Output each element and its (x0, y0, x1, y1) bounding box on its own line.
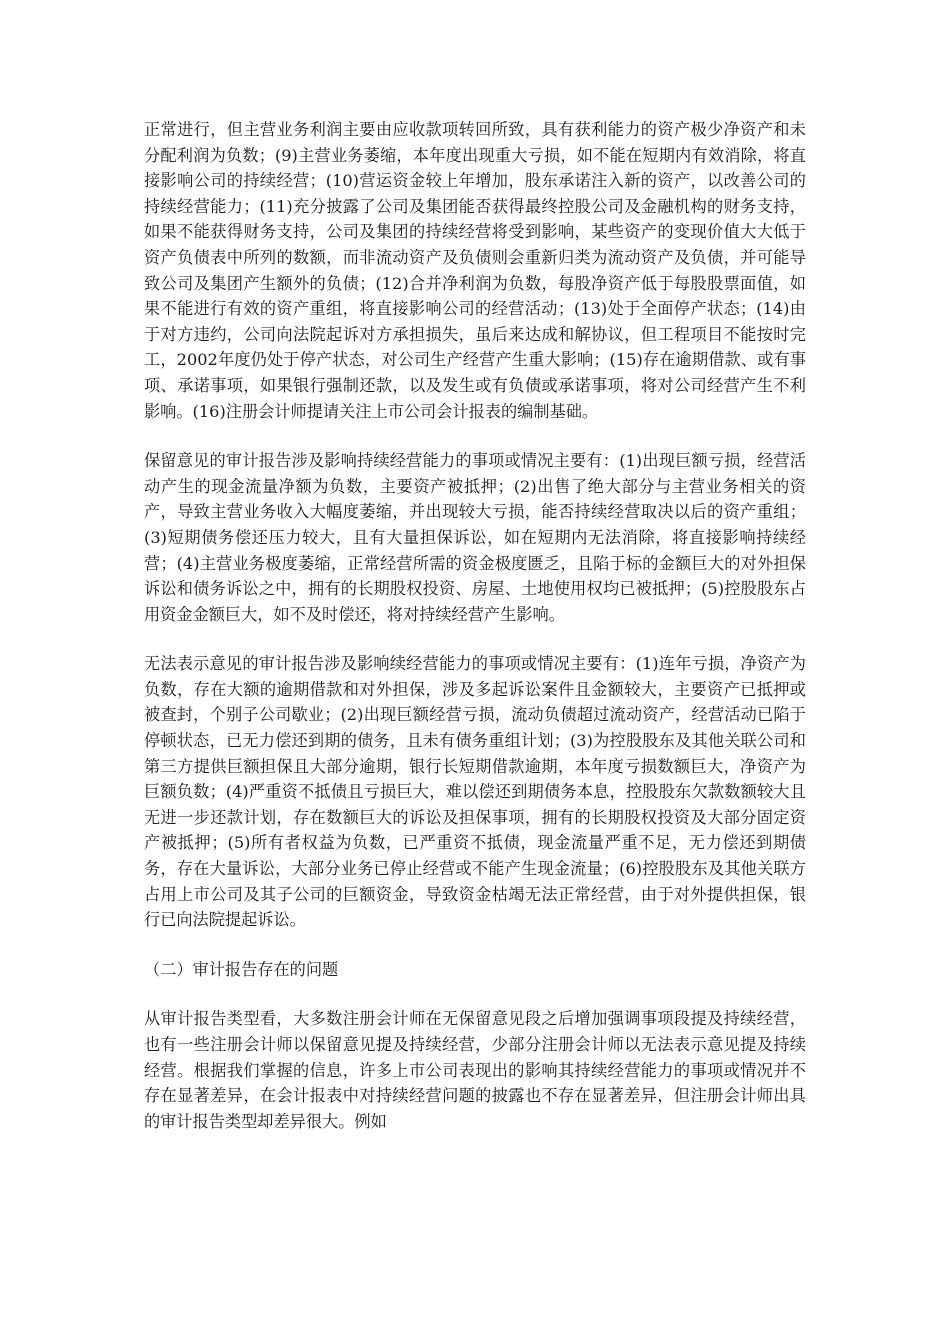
paragraph-disclaimer-opinion: 无法表示意见的审计报告涉及影响续经营能力的事项或情况主要有：(1)连年亏损，净资产为负数，存在大额的逾期借款和对外担保，涉及多起诉讼案件且金额较大，主要资产已抵押或被查封，个别子公司歇业；(2)出现巨额经营亏损，流动负债超过流动资产，经营活动已陷于停顿状态，已无力偿还到期的债务，且未有债务重组计划；(3)为控股股东及其他关联公司和第三方提供巨额担保且大部分逾期，银行长短期借款逾期，本年度亏损数额巨大，净资产为巨额负数；(4)严重资不抵债且亏损巨大，难以偿还到期债务本息，控股股东欠款数额较大且无进一步还款计划，存在数额巨大的诉讼及担保事项，拥有的长期股权投资及大部分固定资产被抵押；(5)所有者权益为负数，已严重资不抵债，现金流量严重不足，无力偿还到期债务，存在大量诉讼，大部分业务已停止经营或不能产生现金流量；(6)控股股东及其他关联方占用上市公司及其子公司的巨额资金，导致资金枯竭无法正常经营，由于对外提供担保，银行已向法院提起诉讼。 (144, 654, 806, 930)
paragraph-unqualified-emphasis: 正常进行，但主营业务利润主要由应收款项转回所致，具有获利能力的资产极少净资产和未分配利润为负数；(9)主营业务萎缩，本年度出现重大亏损，如不能在短期内有效消除，将直接影响公司的持续经营；(10)营运资金较上年增加，股东承诺注入新的资产，以改善公司的持续经营能力；(11)充分披露了公司及集团能否获得最终控股公司及金融机构的财务支持，如果不能获得财务支持，公司及集团的持续经营将受到影响，某些资产的变现价值大大低于资产负债表中所列的数额，而非流动资产及负债则会重新归类为流动资产及负债，并可能导致公司及集团产生额外的负债；(12)合并净利润为负数，每股净资产低于每股股票面值，如果不能进行有效的资产重组，将直接影响公司的经营活动；(13)处于全面停产状态；(14)由于对方违约，公司向法院起诉对方承担损失，虽后来达成和解协议，但工程项目不能按时完工，2002年度仍处于停产状态，对公司生产经营产生重大影响；(15)存在逾期借款、或有事项、承诺事项，如果银行强制还款，以及发生或有负债或承诺事项，将对公司经营产生不利影响。(16)注册会计师提请关注上市公司会计报表的编制基础。 (144, 120, 806, 421)
document-body (144, 117, 806, 1158)
section-heading: （二）审计报告存在的问题 (144, 959, 339, 979)
paragraph-qualified-opinion: 保留意见的审计报告涉及影响持续经营能力的事项或情况主要有：(1)出现巨额亏损，经营活动产生的现金流量净额为负数，主要资产被抵押；(2)出售了绝大部分与主营业务相关的资产，导致主营业务收入大幅度萎缩，并出现较大亏损，能否持续经营取决以后的资产重组；(3)短期债务偿还压力较大，且有大量担保诉讼，如在短期内无法消除，将直接影响持续经营；(4)主营业务极度萎缩，正常经营所需的资金极度匮乏，且陷于标的金额巨大的对外担保诉讼和债务诉讼之中，拥有的长期股权投资、房屋、土地使用权均已被抵押；(5)控股股东占用资金金额巨大，如不及时偿还，将对持续经营产生影响。 (144, 451, 806, 624)
paragraph-report-type-analysis: 从审计报告类型看，大多数注册会计师在无保留意见段之后增加强调事项段提及持续经营，也有一些注册会计师以保留意见提及持续经营，少部分注册会计师以无法表示意见提及持续经营。根据我们掌握的信息，许多上市公司表现出的影响其持续经营能力的事项或情况并不存在显著差异，在会计报表中对持续经营问题的披露也不存在显著差异，但注册会计师出具的审计报告类型却差异很大。例如 (144, 1009, 806, 1131)
